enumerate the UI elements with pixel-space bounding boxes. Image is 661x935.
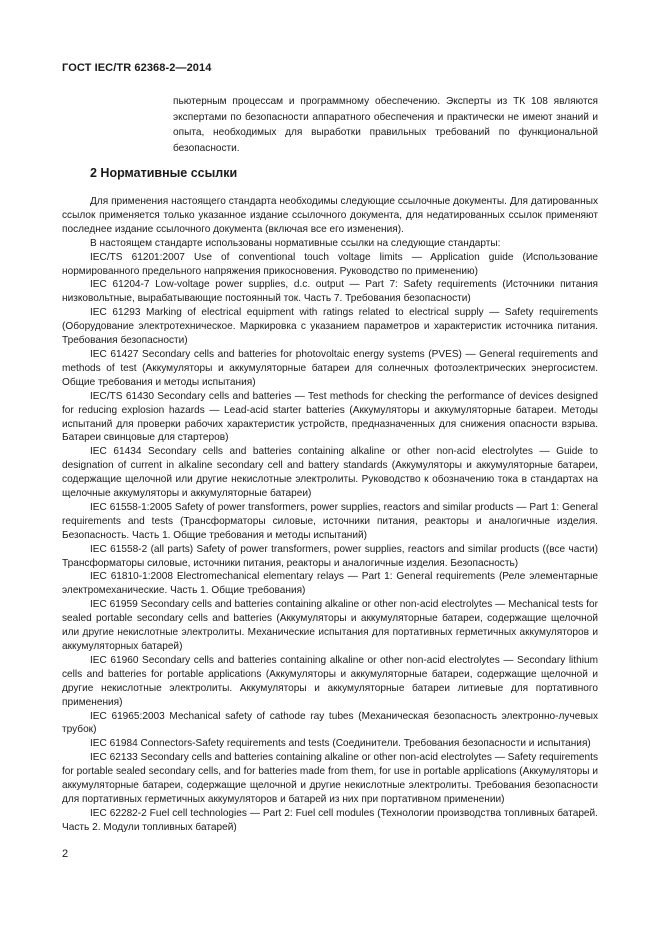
reference-item: IEC 61810-1:2008 Electromechanical elementary relays — Part 1: General requirements (Реле элементарные электромеханические. Часть 1. Общие требования) <box>62 571 598 597</box>
page-number: 2 <box>62 848 69 860</box>
reference-item: IEC 61984 Connectors-Safety requirements and tests (Соединители. Требования безопасности и испытания) <box>90 738 591 750</box>
section-title: 2 Нормативные ссылки <box>90 166 238 180</box>
paragraph-applicability: Для применения настоящего стандарта необходимы следующие ссылочные документы. Для датированных ссылок применяется только указанное издание ссылочного документа, для недатированных ссылок применяют последнее издание ссылочного документа (включая все его изменения). <box>62 196 598 235</box>
reference-item: IEC 61965:2003 Mechanical safety of cathode ray tubes (Механическая безопасность электронно-лучевых трубок) <box>62 710 598 736</box>
reference-item: IEC 61558-2 (all parts) Safety of power transformers, power supplies, reactors and similar products ((все части) Трансформаторы силовые, источники питания, реакторы и аналогичные изделия. Безопасность) <box>62 543 598 569</box>
reference-item: IEC 61434 Secondary cells and batteries containing alkaline or other non-acid electrolytes — Guide to designation of current in alkaline secondary cell and battery standards (Аккумуляторы и аккумуляторные батареи, содержащие щелочной или другие некислотные электролиты. Руководство к обозначению тока в стандартах на щелочные аккумуляторы и аккумуляторные батареи) <box>62 446 598 500</box>
reference-item: IEC 61204-7 Low-voltage power supplies, d.c. output — Part 7: Safety requirements (Источники питания низковольтные, вырабатывающие постоянный ток. Часть 7. Требования безопасности) <box>62 279 598 305</box>
paragraph-list-intro: В настоящем стандарте использованы нормативные ссылки на следующие стандарты: <box>90 237 501 249</box>
reference-item: IEC/TS 61430 Secondary cells and batteries — Test methods for checking the performance of devices designed for reducing explosion hazards — Lead-acid starter batteries (Аккумуляторы и аккумуляторные батареи. Методы испытаний для проверки рабочих характеристик устройств, предназначенных для снижения опасности взрыва. Батареи свинцовые для стартеров) <box>62 390 598 444</box>
intro-paragraph: пьютерным процессам и программному обеспечению. Эксперты из ТК 108 являются экспертами по безопасности аппаратного обеспечения и практически не имеют знаний и опыта, необходимых для выработки правильных требований по функциональной безопасности. <box>173 96 598 154</box>
reference-item: IEC 61960 Secondary cells and batteries containing alkaline or other non-acid electrolytes — Secondary lithium cells and batteries for portable applications (Аккумуляторы и аккумуляторные батареи, содержащие щелочной и другие некислотные электролиты. Аккумуляторы и аккумуляторные батареи литиевые для портативного применения) <box>62 654 598 708</box>
reference-item: IEC 62282-2 Fuel cell technologies — Part 2: Fuel cell modules (Технологии производства топливных батарей. Часть 2. Модули топливных батарей) <box>62 807 598 833</box>
reference-item: IEC 61959 Secondary cells and batteries containing alkaline or other non-acid electrolytes — Mechanical tests for sealed portable secondary cells and batteries (Аккумуляторы и аккумуляторные батареи, содержащие щелочной или другие некислотные электролиты. Механические испытания для портативных герметичных аккумуляторов и аккумуляторных батарей) <box>62 599 598 652</box>
reference-item: IEC 61558-1:2005 Safety of power transformers, power supplies, reactors and similar products — Part 1: General requirements and tests (Трансформаторы силовые, источники питания, реакторы и аналогичные изделия. Безопасность. Часть 1. Общие требования и методы испытаний) <box>62 501 598 541</box>
document-header: ГОСТ IEC/TR 62368-2—2014 <box>62 62 212 74</box>
normative-references-body <box>62 195 598 835</box>
reference-item: IEC 62133 Secondary cells and batteries containing alkaline or other non-acid electrolytes — Safety requirements for portable sealed secondary cells, and for batteries made from them, for use in portable applications (Аккумуляторы и аккумуляторные батареи, содержащие щелочной и другие некислотные электролиты. Требования безопасности для портативных герметичных аккумуляторов и батарей из них при портативном применении) <box>62 752 598 805</box>
reference-item: IEC 61427 Secondary cells and batteries for photovoltaic energy systems (PVES) — General requirements and methods of test (Аккумуляторы и аккумуляторные батареи для солнечных фотоэлектрических энергосистем. Общие требования и методы испытания) <box>62 348 598 388</box>
reference-item: IEC/TS 61201:2007 Use of conventional touch voltage limits — Application guide (Использование нормированного предельного напряжения прикосновения. Руководство по применению) <box>62 251 598 277</box>
intro-paragraph-block <box>173 94 598 156</box>
reference-item: IEC 61293 Marking of electrical equipment with ratings related to electrical supply — Safety requirements (Оборудование электротехническое. Маркировка с указанием параметров и характеристик источника питания. Требования безопасности) <box>62 307 598 347</box>
